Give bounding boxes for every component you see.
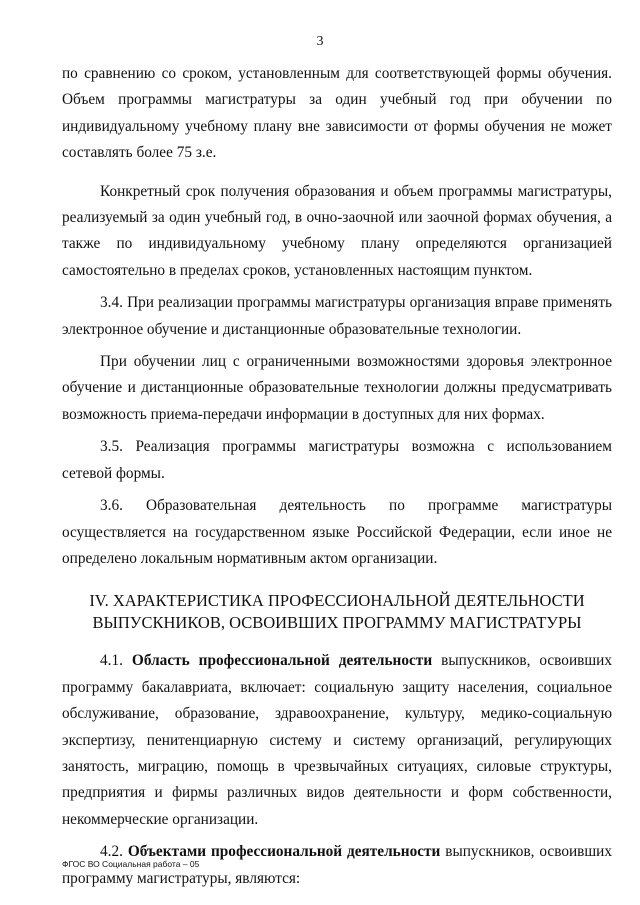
paragraph-term-volume: Конкретный срок получения образования и объем программы магистратуры, реализуемый за один учебный год, в очно-заочной или заочной формах обучения, а также по индивидуальному учебному плану определяются организацией самостоятельно в пределах сроков, установленных настоящим пунктом.	[62, 182, 612, 279]
item-4-1-bold-term: Область профессиональной деятельности	[131, 652, 433, 670]
item-4-2-bold-term: Объектами профессиональной деятельности	[127, 843, 441, 861]
paragraph-disabilities: При обучении лиц с ограниченными возможностями здоровья электронное обучение и дистанционные образовательные технологии должны предусматривать возможность приема-передачи информации в доступных для них формах.	[62, 353, 612, 423]
item-4-2-text: выпускников, освоивших программу магистратуры, являются:	[62, 843, 612, 887]
item-4-2-number: 4.2.	[100, 843, 128, 861]
paragraph-4-1	[62, 648, 612, 833]
page-footer: ФГОС ВО Социальная работа – 05	[62, 859, 200, 869]
item-4-1-text: выпускников, освоивших программу бакалавриата, включает: социальную защиту населения, социальное обслуживание, образование, здравоохранение, культуру, медико-социальную экспертизу, пенитенциарную систему и систему организаций, регулирующих занятость, миграцию, помощь в чрезвычайных ситуациях, силовые структуры, предприятия и фирмы различных видов деятельности и форм собственности, некоммерческие организации.	[62, 652, 612, 828]
section-heading-line-1: IV. ХАРАКТЕРИСТИКА ПРОФЕССИОНАЛЬНОЙ ДЕЯТЕЛЬНОСТИ	[89, 591, 585, 611]
section-heading-line-2: ВЫПУСКНИКОВ, ОСВОИВШИХ ПРОГРАММУ МАГИСТРАТУРЫ	[92, 613, 582, 633]
paragraph-3-4: 3.4. При реализации программы магистратуры организация вправе применять электронное обучение и дистанционные образовательные технологии.	[62, 294, 612, 338]
paragraph-3-5: 3.5. Реализация программы магистратуры возможна с использованием сетевой формы.	[62, 438, 612, 482]
page-number: 3	[316, 34, 324, 49]
item-4-1-number: 4.1.	[100, 652, 132, 670]
page-body	[62, 61, 612, 898]
paragraph-continuation: по сравнению со сроком, установленным для соответствующей формы обучения. Объем программы магистратуры за один учебный год при обучении по индивидуальному учебному плану вне зависимости от формы обучения не может составлять более 75 з.е.	[62, 65, 612, 162]
section-heading	[62, 590, 612, 634]
paragraph-3-6: 3.6. Образовательная деятельность по программе магистратуры осуществляется на государственном языке Российской Федерации, если иное не определено локальным нормативным актом организации.	[62, 497, 612, 567]
